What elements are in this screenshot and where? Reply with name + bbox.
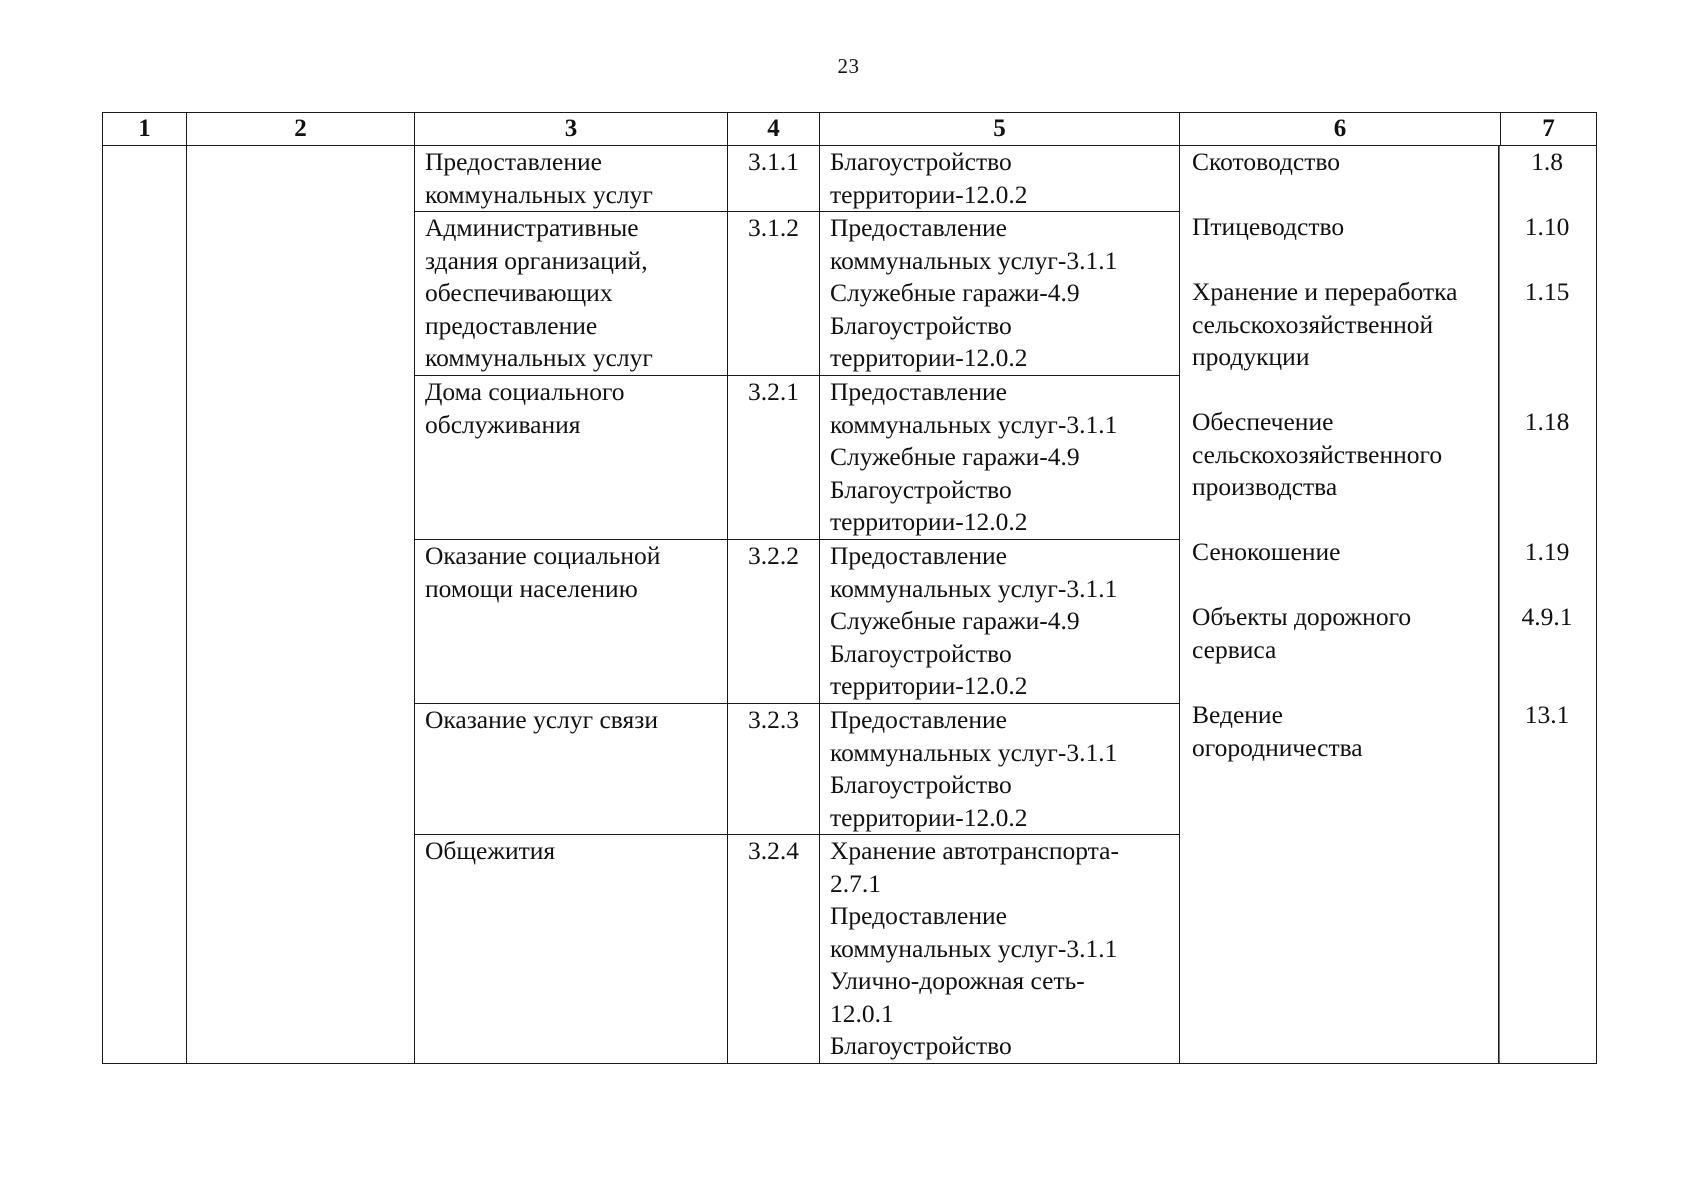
conditional-use-code: 1.18 [1524, 407, 1570, 436]
auxiliary-use-line: территории-12.0.2 [830, 343, 1028, 372]
conditional-use-name-line: сельскохозяйственного [1192, 439, 1443, 469]
auxiliary-uses-cell [820, 146, 1180, 212]
use-name-cell [415, 835, 728, 1064]
use-name-line: помощи населению [425, 573, 638, 603]
conditional-use-name-line: Хранение и переработка [1192, 277, 1458, 306]
use-name-line: Предоставление [425, 147, 602, 176]
conditional-uses-cell [1180, 146, 1597, 1064]
use-code-cell: 3.2.4 [728, 835, 820, 1064]
auxiliary-use-line: Предоставление [830, 705, 1007, 734]
land-use-table [102, 112, 1597, 1064]
conditional-use-name [1180, 406, 1498, 504]
conditional-use-name-line: Обеспечение [1192, 407, 1334, 436]
conditional-use-name-line: сервиса [1192, 634, 1277, 664]
auxiliary-use-line: Служебные гаражи-4.9 [830, 442, 1080, 471]
auxiliary-use-line: Благоустройство [830, 770, 1012, 799]
auxiliary-use-line: 2.7.1 [830, 868, 881, 898]
auxiliary-use-line: Предоставление [830, 901, 1007, 930]
header-col-6: 6 [1180, 113, 1501, 146]
use-code-cell: 3.2.2 [728, 540, 820, 704]
conditional-use-name-line: огородничества [1192, 732, 1363, 762]
auxiliary-use-line: 12.0.1 [830, 998, 894, 1028]
col-2-cell [187, 146, 415, 1064]
auxiliary-use-line: территории-12.0.2 [830, 671, 1028, 700]
auxiliary-uses-cell [820, 376, 1180, 540]
use-name-line: предоставление [425, 310, 598, 340]
header-col-5: 5 [820, 113, 1180, 146]
use-name-cell [415, 540, 728, 704]
auxiliary-use-line: территории-12.0.2 [830, 802, 1028, 832]
auxiliary-uses-cell [820, 540, 1180, 704]
use-name-cell [415, 376, 728, 540]
auxiliary-use-line: коммунальных услуг-3.1.1 [830, 245, 1118, 275]
auxiliary-use-line: Предоставление [830, 541, 1007, 570]
conditional-use-name [1180, 699, 1498, 764]
auxiliary-use-line: Благоустройство [830, 474, 1012, 504]
use-name-line: коммунальных услуг [425, 179, 653, 209]
conditional-use-name-line: Объекты дорожного [1192, 602, 1412, 631]
header-col-7: 7 [1501, 113, 1597, 146]
conditional-use-name-line: Ведение [1192, 700, 1283, 729]
auxiliary-use-line: Улично-дорожная сеть- [830, 966, 1085, 995]
conditional-use-code: 1.10 [1524, 212, 1570, 241]
conditional-use-code: 13.1 [1524, 700, 1570, 729]
conditional-use-name-line: Скотоводство [1192, 147, 1341, 176]
conditional-use-name-line: Сенокошение [1192, 537, 1341, 566]
conditional-use-entry [1180, 406, 1596, 504]
auxiliary-use-line: Благоустройство [830, 1031, 1012, 1060]
header-col-4: 4 [728, 113, 820, 146]
use-code-cell: 3.1.2 [728, 212, 820, 376]
use-name-cell [415, 212, 728, 376]
conditional-use-entry [1180, 211, 1596, 244]
conditional-use-code: 1.19 [1524, 537, 1570, 566]
auxiliary-use-line: Благоустройство [830, 310, 1012, 340]
use-name-line: обслуживания [425, 409, 581, 439]
table-row [103, 146, 1597, 212]
auxiliary-use-line: территории-12.0.2 [830, 507, 1028, 536]
use-name-cell [415, 146, 728, 212]
auxiliary-use-line: Предоставление [830, 213, 1007, 242]
conditional-use-entry [1180, 601, 1596, 666]
use-code-cell: 3.2.1 [728, 376, 820, 540]
conditional-use-entry [1180, 699, 1596, 764]
use-name-line: здания организаций, [425, 245, 648, 275]
header-col-1: 1 [103, 113, 187, 146]
conditional-use-name-line: производства [1192, 472, 1338, 501]
conditional-use-name [1180, 276, 1498, 374]
auxiliary-use-line: Хранение автотранспорта- [830, 836, 1119, 865]
use-name-line: Оказание социальной [425, 541, 661, 570]
auxiliary-uses-cell [820, 835, 1180, 1064]
conditional-use-name [1180, 211, 1498, 244]
auxiliary-uses-cell [820, 212, 1180, 376]
conditional-use-code: 4.9.1 [1521, 602, 1573, 631]
use-name-cell [415, 704, 728, 835]
use-name-line: Административные [425, 213, 639, 242]
conditional-use-name [1180, 601, 1498, 666]
conditional-use-name [1180, 536, 1498, 569]
use-code-cell: 3.1.1 [728, 146, 820, 212]
conditional-use-name-line: Птицеводство [1192, 212, 1345, 241]
use-name-line: обеспечивающих [425, 278, 613, 307]
auxiliary-use-line: коммунальных услуг-3.1.1 [830, 933, 1118, 963]
auxiliary-use-line: коммунальных услуг-3.1.1 [830, 737, 1118, 767]
page-number: 23 [837, 54, 860, 78]
header-col-2: 2 [187, 113, 415, 146]
auxiliary-use-line: территории-12.0.2 [830, 179, 1028, 209]
auxiliary-use-line: Служебные гаражи-4.9 [830, 278, 1080, 307]
use-name-line: Дома социального [425, 377, 625, 406]
conditional-use-code: 1.15 [1524, 277, 1570, 306]
col-1-cell [103, 146, 187, 1064]
auxiliary-use-line: Служебные гаражи-4.9 [830, 606, 1080, 635]
conditional-use-name [1180, 146, 1498, 179]
conditional-use-entry [1180, 146, 1596, 179]
conditional-use-name-line: продукции [1192, 342, 1310, 371]
conditional-use-entry [1180, 276, 1596, 374]
header-col-3: 3 [415, 113, 728, 146]
auxiliary-use-line: коммунальных услуг-3.1.1 [830, 409, 1118, 439]
header-row [103, 113, 1597, 146]
conditional-use-name-line: сельскохозяйственной [1192, 309, 1434, 339]
auxiliary-uses-cell [820, 704, 1180, 835]
conditional-use-entry [1180, 536, 1596, 569]
auxiliary-use-line: Благоустройство [830, 638, 1012, 668]
auxiliary-use-line: Благоустройство [830, 147, 1012, 176]
use-name-line: Общежития [425, 836, 556, 865]
auxiliary-use-line: Предоставление [830, 377, 1007, 406]
use-name-line: коммунальных услуг [425, 343, 653, 372]
use-name-line: Оказание услуг связи [425, 705, 658, 734]
use-code-cell: 3.2.3 [728, 704, 820, 835]
auxiliary-use-line: коммунальных услуг-3.1.1 [830, 573, 1118, 603]
conditional-use-code: 1.8 [1531, 147, 1563, 176]
